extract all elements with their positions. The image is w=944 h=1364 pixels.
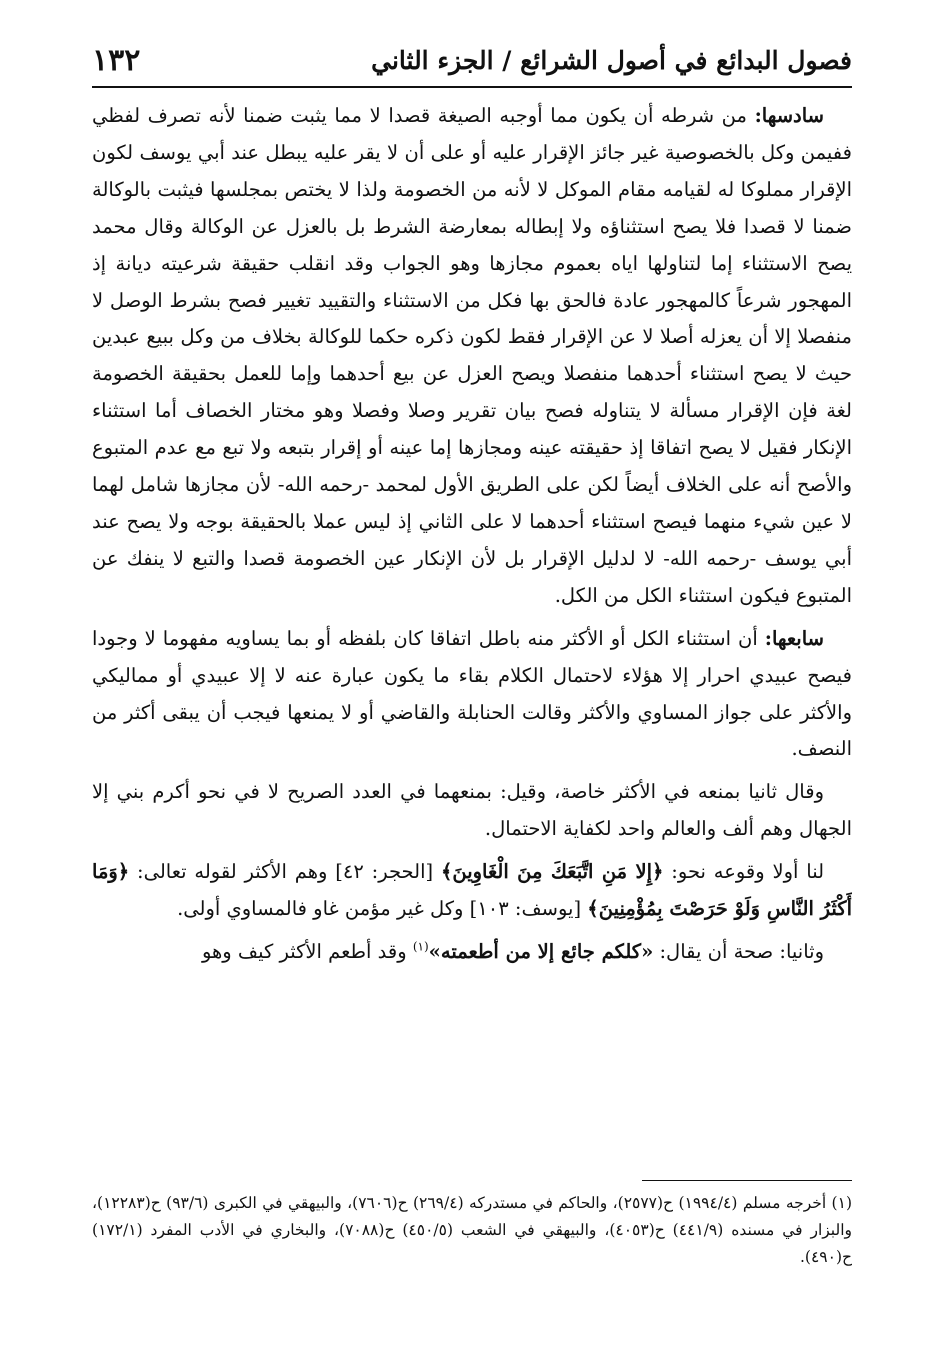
footnote-marker[interactable]: (١) (412, 939, 429, 954)
page-header (92, 34, 852, 88)
paragraph-text: وقال ثانيا بمنعه في الأكثر خاصة، وقيل: بمنعهما في العدد الصريح لا في نحو أكرم بني إلا الجهال وهم ألف والعالم واحد لكفاية الاحتمال. (92, 780, 852, 841)
paragraph-seventh (92, 621, 852, 769)
footnote (92, 1190, 852, 1271)
main-text (92, 98, 852, 1160)
quran-quote: ﴿إِلا مَنِ اتَّبَعَكَ مِنَ الْغَاوِينَ﴾ (440, 860, 664, 884)
footnote-divider (642, 1180, 852, 1181)
quran-quote: ﴿وَمَا أَكْثَرُ النَّاسِ وَلَوْ حَرَصْتَ بِمُؤْمِنِينَ﴾ (92, 860, 852, 921)
paragraph-lead: سادسها: (754, 104, 824, 127)
paragraph-text: لنا أولا وقوعه نحو: (663, 860, 825, 884)
paragraph-text: [يوسف: ١٠٣] وكل غير مؤمن غاو فالمساوي أولى. (177, 897, 588, 921)
paragraph-second-evidence (92, 934, 852, 971)
page-number: ١٣٢ (92, 42, 141, 78)
running-title: فصول البدائع في أصول الشرائع / الجزء الثاني (371, 45, 852, 75)
paragraph-lead: سابعها: (764, 626, 824, 650)
paragraph-text: وثانيا: صحة أن يقال: (653, 939, 824, 963)
paragraph-opinion (92, 774, 852, 848)
paragraph-sixth (92, 98, 852, 615)
footnote-text: (١) أخرجه مسلم (١٩٩٤/٤) ح(٢٥٧٧)، والحاكم في مستدركه (٢٦٩/٤) ح(٧٦٠٦)، والبيهقي في الكبرى (٩٣/٦) ح(١٢٢٨٣)، والبزار في مسنده (٤٤١/٩) ح(٤٠٥٣)، والبيهقي في الشعب (٤٥٠/٥) ح(٧٠٨٨)، والبخاري في الأدب المفرد (١٧٢/١) ح(٤٩٠). (92, 1194, 852, 1266)
paragraph-text: [الحجر: ٤٢] وهم الأكثر لقوله تعالى: (129, 860, 441, 884)
paragraph-text: أن استثناء الكل أو الأكثر منه باطل اتفاقا كان بلفظه أو بما يساويه مفهوما لا وجودا فيصح عبيدي احرار إلا هؤلاء لاحتمال الكلام بقاء ما يكون عبارة عنه لا إلا عبيدي أو مماليكي والأكثر على جواز المساوي والأكثر وقالت الحنابلة والقاضي أو لا يمنعها فيجب أن يبقى أكثر من النصف. (92, 626, 852, 761)
paragraph-text: وقد أطعم الأكثر كيف وهو (201, 939, 413, 963)
paragraph-evidence (92, 854, 852, 928)
hadith-quote: «كلكم جائع إلا من أطعمته» (428, 939, 654, 963)
paragraph-text: من شرطه أن يكون مما أوجبه الصيغة قصدا لا مما يثبت ضمنا لأنه تصرف لفظي ففيمن وكل بالخصوصية غير جائز الإقرار عليه أو على أن لا يقر عليه يبطل عند أبي يوسف لكون الإقرار مملوكا له لقيامه مقام الموكل لا لأنه من الخصومة ولذا لا يختص بمجلسها فيثبت بالوكالة ضمنا لا قصدا فلا يصح استثناؤه ولا إبطاله بمعارضة الشرط بل بالعزل عن الوكالة وقال محمد يصح الاستثناء إما لتناولها اياه بعموم مجازها وهو الجواب وقد انقلب حقيقة شرعيته ديانة إذ المهجور شرعاً كالمهجور عادة فالحق بها فكل من الاستثناء والتقييد تغيير فصح بشرط الوصل لا منفصلا إلا أن يعزله أصلا لا عن الإقرار فقط لكون ذكره حكما للوكالة بخلاف من وكل ببيع عبدين حيث لا يصح استثناء أحدهما منفصلا ويصح العزل عن بيع أحدهما وإما للعمل بحقيقة الخصومة لغة فإن الإقرار مسألة لا يتناوله فصح بيان تقرير وصلا وفصلا وهو مختار الخصاف أما استثناء الإنكار فقيل لا يصح اتفاقا إذ حقيقته عينه ومجازها إما عينه أو إقرار بتبعه ولا تبع مع عدم المتبوع والأصح أنه على الخلاف أيضاً لكن على الطريق الأول لمحمد -رحمه الله- لأن مجازها شامل لهما لا عين شيء منهما فيصح استثناء أحدهما لا على الثاني إذ ليس عملا بالحقيقة بوجه ولا يصح عند أبي يوسف -رحمه الله- لا لدليل الإقرار بل لأن الإنكار عين الخصومة قصدا والتبع لا ينفك عن المتبوع فيكون استثناء الكل من الكل. (92, 104, 852, 607)
